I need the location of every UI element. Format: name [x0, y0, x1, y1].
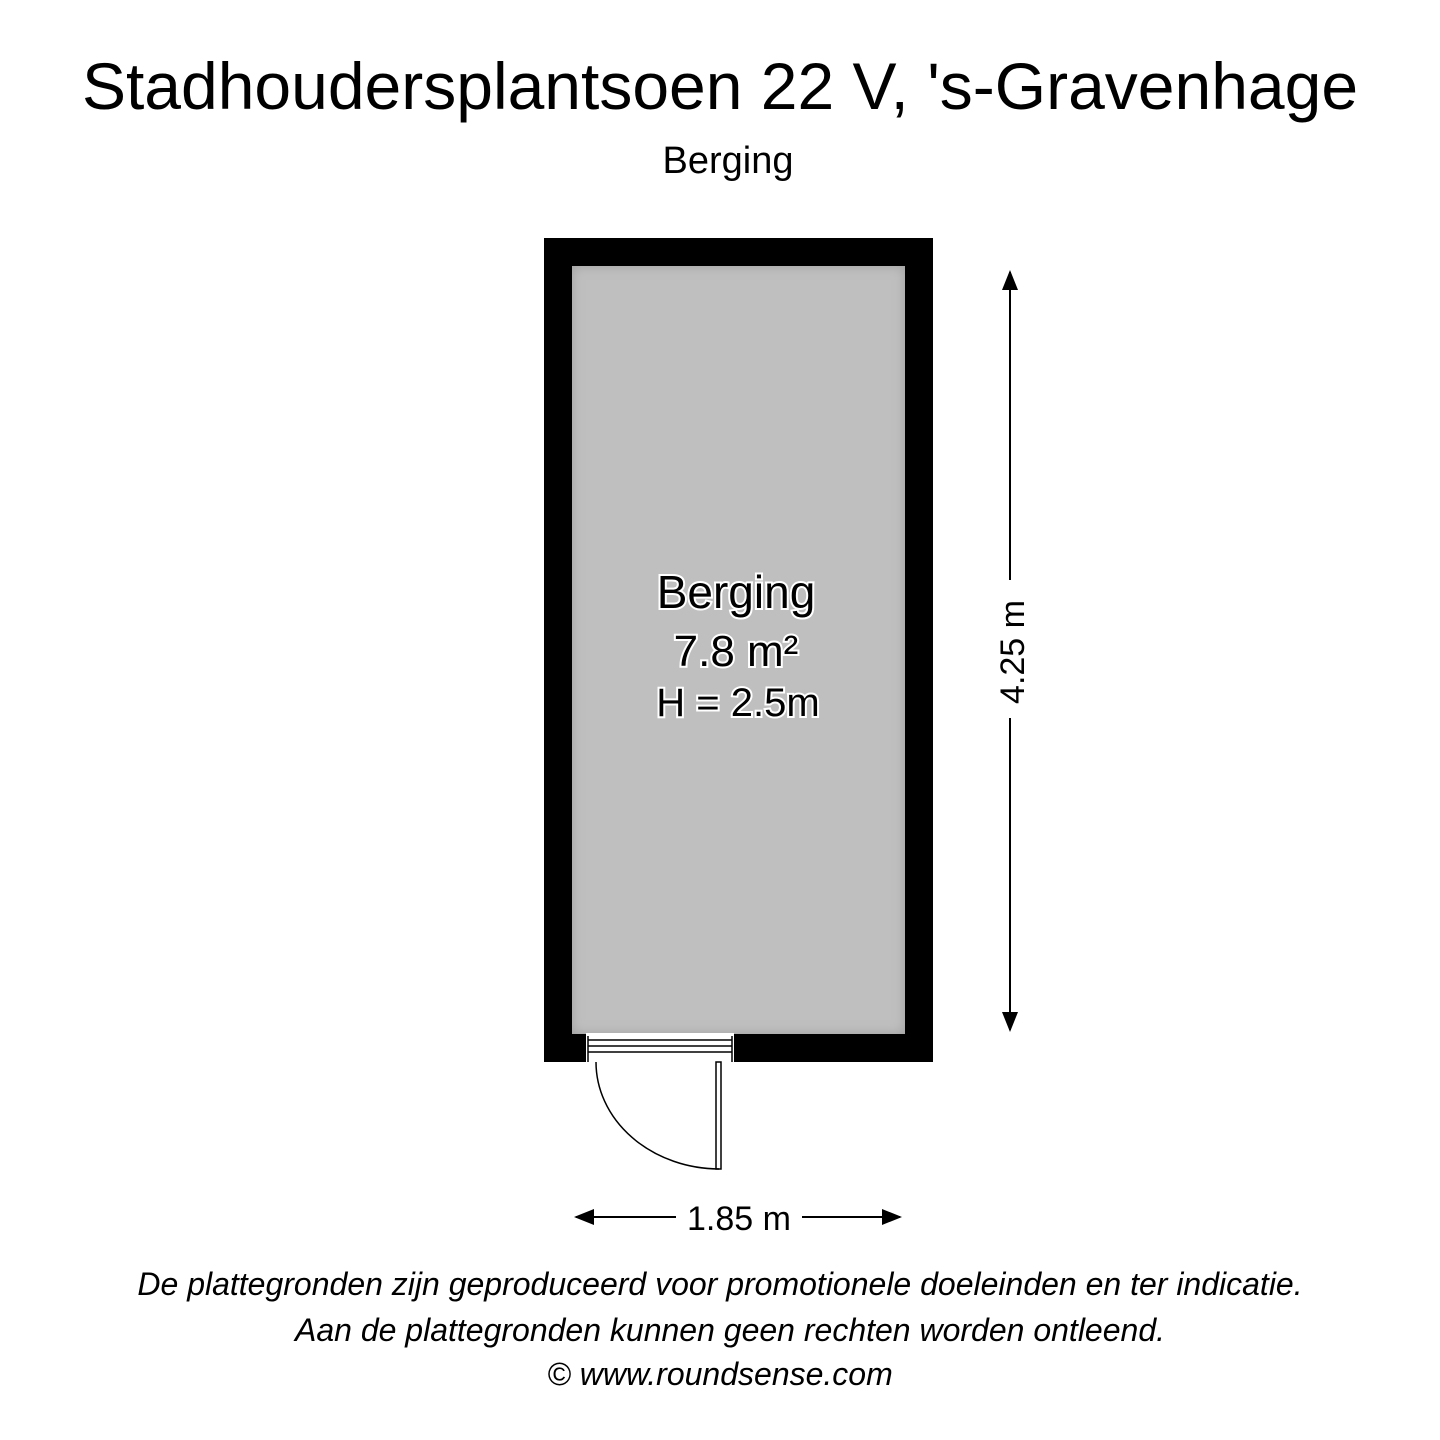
height-dimension-label: 4.25 m — [994, 600, 1032, 704]
disclaimer-line-2: Aan de plattegronden kunnen geen rechten worden ontleend. — [294, 1312, 1165, 1348]
room-name: Berging — [656, 566, 816, 618]
height-dimension — [994, 272, 1032, 1030]
width-dimension-label: 1.85 m — [687, 1200, 791, 1238]
room-label — [656, 566, 819, 725]
room-area: 7.8 m² — [673, 627, 799, 676]
page-subtitle: Berging — [662, 140, 794, 182]
room-height: H = 2.5m — [656, 681, 820, 725]
width-dimension — [576, 1200, 900, 1238]
copyright-line: © www.roundsense.com — [547, 1356, 893, 1392]
door — [586, 1033, 734, 1169]
disclaimer-line-1: De plattegronden zijn geproduceerd voor promotionele doeleinden en ter indicatie. — [137, 1266, 1303, 1302]
page-title: Stadhoudersplantsoen 22 V, 's-Gravenhage — [81, 49, 1359, 123]
